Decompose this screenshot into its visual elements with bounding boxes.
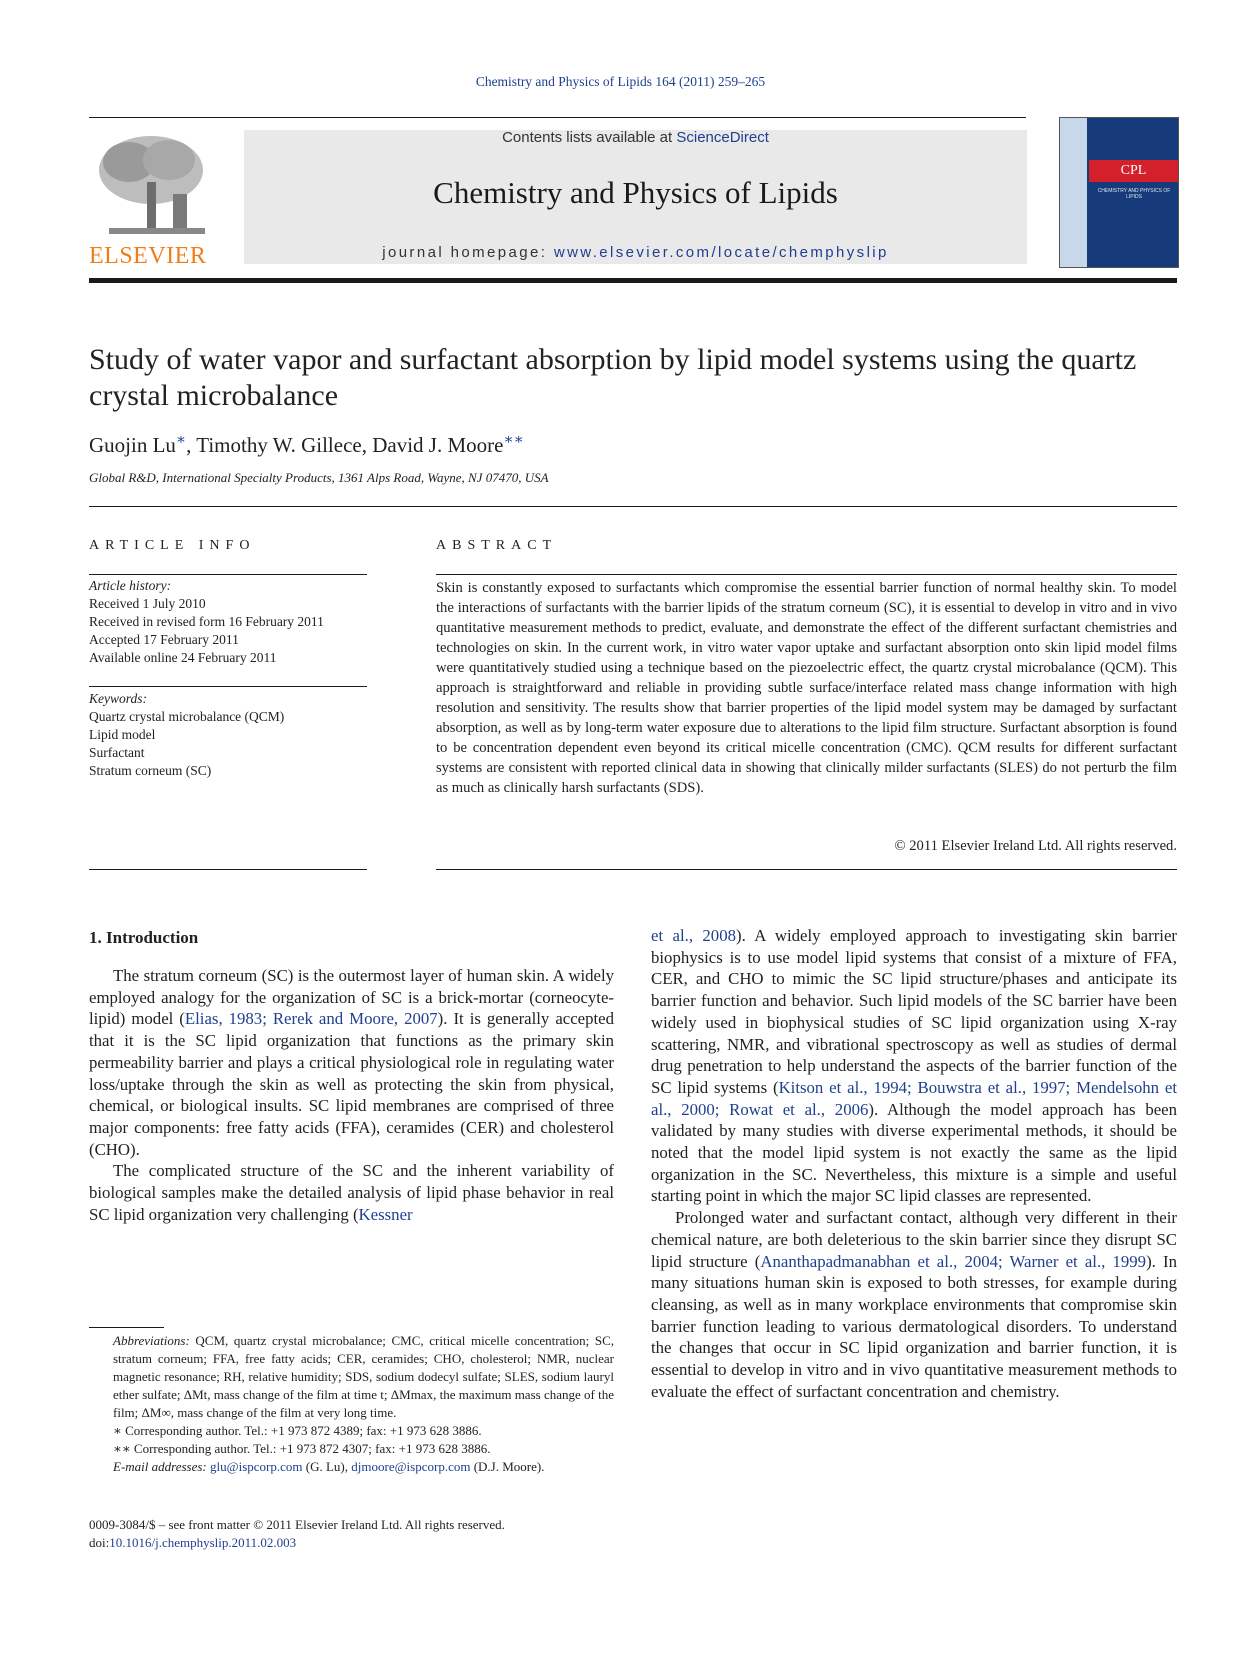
author-names: , Timothy W. Gillece, David J. Moore [186,433,504,457]
paragraph [651,1207,1177,1402]
article-title: Study of water vapor and surfactant absorption by lipid model systems using the quartz crystal microbalance [89,343,1137,412]
homepage-link[interactable]: www.elsevier.com/locate/chemphyslip [553,244,889,261]
keyword-item: Lipid model [89,727,156,742]
email-owner: (G. Lu), [302,1459,352,1474]
citation-link[interactable]: Kitson et al., 1994; Bouwstra et al., 1997; Mendelsohn et al., 2000; Rowat et al., 2006 [651,1077,1177,1119]
journal-reference[interactable]: Chemistry and Physics of Lipids 164 (2011) 259–265 [475,74,766,89]
info-rule [89,869,367,870]
introduction-heading: 1. Introduction [89,928,199,947]
article-history [89,577,367,667]
author-name: Guojin Lu [89,433,176,457]
issn-line: 0009-3084/$ – see front matter © 2011 Elsevier Ireland Ltd. All rights reserved. [89,1517,505,1532]
abbreviations-footnote [89,1332,614,1422]
cover-subtitle: CHEMISTRY AND PHYSICS OF LIPIDS [1097,188,1171,200]
abstract-heading: ABSTRACT [436,538,558,553]
email-footnote [89,1458,614,1476]
abstract-rule [436,869,1177,870]
email-label: E-mail addresses: [113,1459,207,1474]
homepage-prefix: journal homepage: [382,244,554,261]
front-matter [89,1516,689,1552]
paragraph [89,1160,614,1225]
history-item: Received in revised form 16 February 2011 [89,614,324,629]
paragraph-text: ). In many situations human skin is exposed to both stresses, for example during cleansing, as well as in many workplace environments that compromise skin barrier function leading to various dermatological disorders. To understand the changes that occur in SC lipid organization and barrier function, it is essential to develop in vitro and in vivo quantitative measurement methods to evaluate the effect of surfactant concentration and chemistry. [651,1251,1177,1401]
email-owner: (D.J. Moore). [470,1459,545,1474]
paragraph [651,925,1177,1207]
footnotes [89,1332,614,1476]
paragraph-text: ). A widely employed approach to investigating skin barrier biophysics is to use model lipid systems that consist of a mixture of FFA, CER, and CHO to mimic the SC lipid structure/phases and anticipate its barrier function and behavior. Such lipid models of the SC barrier have been widely used in biophysical studies of SC lipid organization using X-ray scattering, NMR, and vibrational spectroscopy as well as studies of dermal drug penetration to help understand the aspects of the barrier function of the SC lipid systems ( [651,926,1177,1097]
doi-label: doi: [89,1535,110,1550]
history-item: Accepted 17 February 2011 [89,632,239,647]
keyword-item: Stratum corneum (SC) [89,763,212,778]
keywords-label: Keywords: [89,691,147,706]
section-rule [89,506,1177,507]
footnote-rule [89,1327,164,1328]
citation-link[interactable]: Ananthapadmanabhan et al., 2004; Warner et al., 1999 [760,1251,1147,1271]
homepage-line [244,244,1027,261]
paragraph [89,965,614,1160]
history-label: Article history: [89,578,172,593]
citation-link[interactable]: Elias, 1983; Rerek and Moore, 2007 [184,1009,438,1029]
affiliation: Global R&D, International Specialty Products, 1361 Alps Road, Wayne, NJ 07470, USA [89,470,549,485]
keyword-item: Quartz crystal microbalance (QCM) [89,709,285,724]
info-rule [89,574,367,575]
doi-link[interactable]: 10.1016/j.chemphyslip.2011.02.003 [109,1535,297,1550]
corresponding-author-note: ∗ Corresponding author. Tel.: +1 973 872 4389; fax: +1 973 628 3886. [113,1423,482,1438]
abstract-copyright: © 2011 Elsevier Ireland Ltd. All rights reserved. [894,838,1177,854]
cover-label: CPL [1089,160,1178,182]
citation-link[interactable]: Kessner [358,1204,413,1224]
abstract-rule [436,574,1177,575]
paragraph-text: ). It is generally accepted that it is the SC lipid organization that functions as the primary skin permeability barrier and plays a critical physiological role in regulating water loss/uptake through the skin as well as protecting the skin from physical, chemical, or biological insults. SC lipid membranes are comprised of three major components: free fatty acids (FFA), ceramides (CER) and cholesterol (CHO). [89,1009,615,1159]
citation-link[interactable]: et al., 2008 [651,926,736,945]
elsevier-wordmark: ELSEVIER [89,243,207,269]
abbreviations-text: QCM, quartz crystal microbalance; CMC, critical micelle concentration; SC, stratum corneum; FFA, free fatty acids; CER, ceramides; CHO, cholesterol; NMR, nuclear magnetic resonance; RH, relative humidity; SDS, sodium dodecyl sulfate; SLES, sodium lauryl ether sulfate; ΔMt, mass change of the film at time t; ΔMmax, the maximum mass change of the film; ΔM∞, mass change of the film at very long time. [113,1333,614,1420]
email-link[interactable]: djmoore@ispcorp.com [351,1459,471,1474]
paragraph-text: The stratum corneum (SC) is the outermost layer of human skin. A widely employed analogy for the organization of SC is a brick-mortar (corneocyte-lipid) model ( [89,966,614,1029]
paragraph-text: The complicated structure of the SC and the inherent variability of biological samples make the detailed analysis of lipid phase behavior in real SC lipid organization very challenging ( [89,1161,614,1224]
header-rule [89,278,1177,283]
abstract-text: Skin is constantly exposed to surfactants which compromise the essential barrier function of normal healthy skin. To model the interactions of surfactants with the barrier lipids of the stratum corneum (SC), it is essential to develop in vitro and in vivo quantitative measurement methods to predict, evaluate, and demonstrate the effect of the different surfactant chemistries and technologies on skin. In the current work, in vitro water vapor uptake and surfactant absorption onto skin lipid model films were quantitatively studied using a technique based on the piezoelectric effect, the quartz crystal microbalance (QCM). This approach is straightforward and reliable in providing subtle surface/interface related mass change information with high resolution and sensitivity. The results show that barrier properties of the lipid model system may be damaged by surfactant absorption, as well as by long-term water exposure due to alterations to the lipid film structure. Surfactant absorption is found to be concentration dependent even beyond its critical micelle concentration (CMC). QCM results for different surfactant systems are consistent with reported clinical data in showing that clinically milder surfactants (SLES) do not perturb the film as much as clinically harsh surfactants (SDS). [436,580,1177,796]
abbreviations-label: Abbreviations: [113,1333,190,1348]
history-item: Received 1 July 2010 [89,596,206,611]
contents-prefix: Contents lists available at [502,129,677,146]
body-column-left [89,965,614,1225]
sciencedirect-link[interactable]: ScienceDirect [676,129,769,146]
journal-name: Chemistry and Physics of Lipids [433,175,838,210]
top-rule [89,117,1026,118]
article-info-heading: ARTICLE INFO [89,538,256,553]
author-footnote-mark[interactable]: ∗ [175,432,187,448]
email-link[interactable]: glu@ispcorp.com [210,1459,303,1474]
author-list [89,430,524,458]
author-footnote-mark[interactable]: ∗∗ [503,432,524,448]
keywords [89,690,367,780]
history-item: Available online 24 February 2011 [89,650,277,665]
paragraph-text: ). Although the model approach has been validated by many studies with diverse experimental methods, it should be noted that the model lipid system is not exactly the same as the lipid organization in the SC. Nevertheless, this mixture is a simple and useful starting point in which the major SC lipid classes are represented. [651,1099,1177,1206]
body-column-right [651,925,1177,1402]
corresponding-author-note: ∗∗ Corresponding author. Tel.: +1 973 872 4307; fax: +1 973 628 3886. [113,1441,491,1456]
info-rule [89,686,367,687]
contents-line [244,129,1027,146]
journal-cover-thumbnail[interactable] [1059,117,1179,268]
doi-line [89,1534,689,1552]
paragraph-text: Prolonged water and surfactant contact, although very different in their chemical nature, are both deleterious to the skin barrier since they disrupt SC lipid structure ( [651,1208,1177,1271]
keyword-item: Surfactant [89,745,145,760]
